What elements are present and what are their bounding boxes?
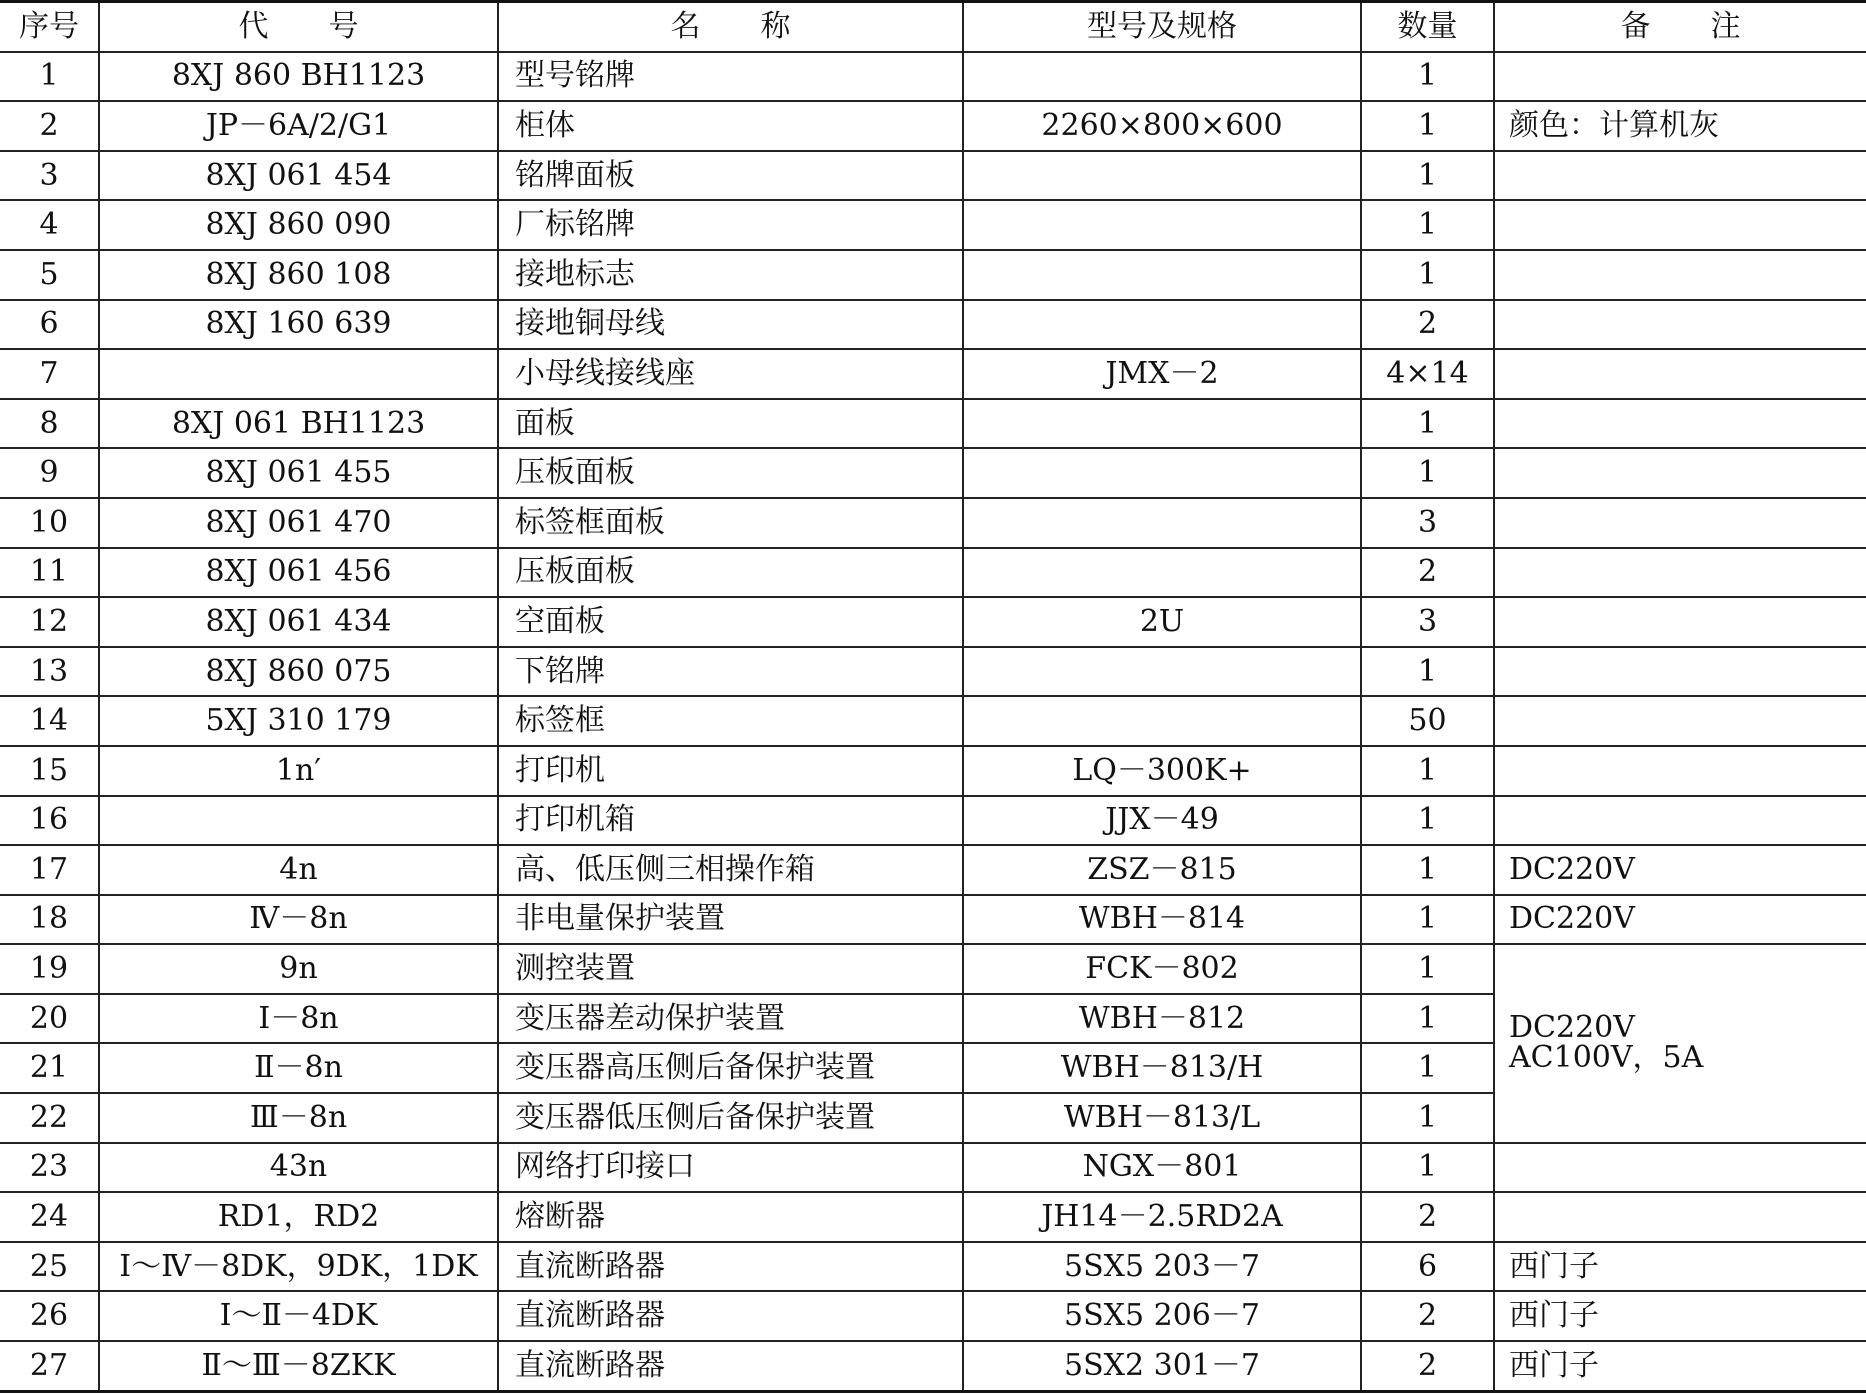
cell-qty: 3 bbox=[1361, 498, 1494, 548]
table-row bbox=[0, 349, 1866, 399]
cell-qty: 2 bbox=[1361, 300, 1494, 350]
cell-model bbox=[963, 200, 1361, 250]
cell-model bbox=[963, 151, 1361, 201]
cell-model bbox=[963, 696, 1361, 746]
cell-code: 5XJ 310 179 bbox=[99, 696, 498, 746]
table-row bbox=[0, 1341, 1866, 1391]
cell-model: JJX－49 bbox=[963, 796, 1361, 846]
cell-name: 压板面板 bbox=[498, 548, 963, 598]
cell-model bbox=[963, 647, 1361, 697]
cell-index: 11 bbox=[0, 548, 99, 598]
cell-index: 17 bbox=[0, 845, 99, 895]
cell-code: 8XJ 061 456 bbox=[99, 548, 498, 598]
cell-index: 9 bbox=[0, 448, 99, 498]
cell-code: JP－6A/2/G1 bbox=[99, 101, 498, 151]
cell-code: Ⅱ～Ⅲ－8ZKK bbox=[99, 1341, 498, 1391]
cell-code: 8XJ 860 090 bbox=[99, 200, 498, 250]
remark-line: AC100V，5A bbox=[1509, 1040, 1704, 1076]
cell-code: 43n bbox=[99, 1143, 498, 1193]
cell-name: 变压器差动保护装置 bbox=[498, 994, 963, 1044]
cell-name: 小母线接线座 bbox=[498, 349, 963, 399]
table-row bbox=[0, 1242, 1866, 1292]
cell-index: 6 bbox=[0, 300, 99, 350]
table-row bbox=[0, 1143, 1866, 1193]
cell-index: 3 bbox=[0, 151, 99, 201]
cell-model: 5SX2 301－7 bbox=[963, 1341, 1361, 1391]
cell-qty: 1 bbox=[1361, 1093, 1494, 1143]
cell-code: 8XJ 860 BH1123 bbox=[99, 52, 498, 102]
cell-qty: 1 bbox=[1361, 895, 1494, 945]
cell-name: 标签框面板 bbox=[498, 498, 963, 548]
cell-code: Ⅰ～Ⅳ－8DK，9DK，1DK bbox=[99, 1242, 498, 1292]
header-qty: 数量 bbox=[1361, 2, 1494, 52]
cell-qty: 2 bbox=[1361, 1192, 1494, 1242]
header-code: 代 号 bbox=[99, 2, 498, 52]
cell-qty: 1 bbox=[1361, 746, 1494, 796]
cell-remark: DC220V bbox=[1494, 895, 1866, 945]
cell-index: 2 bbox=[0, 101, 99, 151]
cell-index: 14 bbox=[0, 696, 99, 746]
header-remark: 备 注 bbox=[1494, 2, 1866, 52]
remark-line: DC220V bbox=[1509, 1010, 1635, 1046]
table-row bbox=[0, 597, 1866, 647]
cell-qty: 4×14 bbox=[1361, 349, 1494, 399]
cell-code: 8XJ 061 470 bbox=[99, 498, 498, 548]
cell-qty: 2 bbox=[1361, 548, 1494, 598]
cell-model: ZSZ－815 bbox=[963, 845, 1361, 895]
cell-name: 打印机箱 bbox=[498, 796, 963, 846]
cell-remark bbox=[1494, 746, 1866, 796]
cell-code: 1n′ bbox=[99, 746, 498, 796]
cell-name: 打印机 bbox=[498, 746, 963, 796]
table-row bbox=[0, 796, 1866, 846]
cell-name: 变压器高压侧后备保护装置 bbox=[498, 1043, 963, 1093]
cell-index: 15 bbox=[0, 746, 99, 796]
cell-index: 24 bbox=[0, 1192, 99, 1242]
cell-index: 21 bbox=[0, 1043, 99, 1093]
cell-index: 26 bbox=[0, 1291, 99, 1341]
cell-index: 13 bbox=[0, 647, 99, 697]
cell-index: 22 bbox=[0, 1093, 99, 1143]
cell-name: 接地标志 bbox=[498, 250, 963, 300]
cell-qty: 50 bbox=[1361, 696, 1494, 746]
cell-qty: 1 bbox=[1361, 796, 1494, 846]
cell-qty: 1 bbox=[1361, 448, 1494, 498]
cell-name: 厂标铭牌 bbox=[498, 200, 963, 250]
cell-remark: DC220V bbox=[1494, 845, 1866, 895]
cell-remark bbox=[1494, 498, 1866, 548]
cell-remark: 西门子 bbox=[1494, 1242, 1866, 1292]
table-row bbox=[0, 944, 1866, 994]
cell-qty: 1 bbox=[1361, 845, 1494, 895]
cell-model: JMX－2 bbox=[963, 349, 1361, 399]
cell-name: 空面板 bbox=[498, 597, 963, 647]
cell-model: JH14－2.5RD2A bbox=[963, 1192, 1361, 1242]
cell-remark bbox=[1494, 52, 1866, 102]
cell-code: 4n bbox=[99, 845, 498, 895]
cell-qty: 1 bbox=[1361, 647, 1494, 697]
cell-code: Ⅰ－8n bbox=[99, 994, 498, 1044]
cell-name: 面板 bbox=[498, 399, 963, 449]
cell-code: RD1，RD2 bbox=[99, 1192, 498, 1242]
table-row bbox=[0, 1192, 1866, 1242]
cell-model bbox=[963, 448, 1361, 498]
cell-name: 直流断路器 bbox=[498, 1242, 963, 1292]
cell-code: 8XJ 160 639 bbox=[99, 300, 498, 350]
cell-code: 8XJ 860 108 bbox=[99, 250, 498, 300]
cell-index: 1 bbox=[0, 52, 99, 102]
cell-code: Ⅳ－8n bbox=[99, 895, 498, 945]
header-index: 序号 bbox=[0, 2, 99, 52]
cell-name: 熔断器 bbox=[498, 1192, 963, 1242]
table-row bbox=[0, 498, 1866, 548]
cell-name: 标签框 bbox=[498, 696, 963, 746]
cell-code: 8XJ 061 BH1123 bbox=[99, 399, 498, 449]
cell-model: LQ－300K+ bbox=[963, 746, 1361, 796]
cell-code: 8XJ 061 455 bbox=[99, 448, 498, 498]
cell-qty: 1 bbox=[1361, 101, 1494, 151]
cell-code bbox=[99, 796, 498, 846]
cell-remark bbox=[1494, 399, 1866, 449]
cell-remark: 西门子 bbox=[1494, 1341, 1866, 1391]
cell-name: 型号铭牌 bbox=[498, 52, 963, 102]
cell-index: 10 bbox=[0, 498, 99, 548]
cell-name: 非电量保护装置 bbox=[498, 895, 963, 945]
cell-index: 5 bbox=[0, 250, 99, 300]
cell-model bbox=[963, 250, 1361, 300]
cell-name: 接地铜母线 bbox=[498, 300, 963, 350]
cell-index: 19 bbox=[0, 944, 99, 994]
cell-model: WBH－813/L bbox=[963, 1093, 1361, 1143]
cell-remark-merged bbox=[1494, 944, 1866, 1142]
cell-qty: 1 bbox=[1361, 200, 1494, 250]
cell-code bbox=[99, 349, 498, 399]
table-body bbox=[0, 52, 1866, 1392]
cell-code: Ⅲ－8n bbox=[99, 1093, 498, 1143]
cell-code: 8XJ 860 075 bbox=[99, 647, 498, 697]
cell-name: 变压器低压侧后备保护装置 bbox=[498, 1093, 963, 1143]
cell-name: 测控装置 bbox=[498, 944, 963, 994]
cell-remark bbox=[1494, 250, 1866, 300]
cell-index: 4 bbox=[0, 200, 99, 250]
cell-model bbox=[963, 548, 1361, 598]
cell-code: 9n bbox=[99, 944, 498, 994]
table-row bbox=[0, 548, 1866, 598]
table-row bbox=[0, 101, 1866, 151]
cell-model bbox=[963, 52, 1361, 102]
cell-qty: 2 bbox=[1361, 1291, 1494, 1341]
cell-qty: 1 bbox=[1361, 399, 1494, 449]
table-row bbox=[0, 200, 1866, 250]
cell-model bbox=[963, 498, 1361, 548]
cell-model bbox=[963, 399, 1361, 449]
table-row bbox=[0, 151, 1866, 201]
table-row bbox=[0, 250, 1866, 300]
cell-qty: 1 bbox=[1361, 944, 1494, 994]
cell-remark bbox=[1494, 349, 1866, 399]
cell-name: 网络打印接口 bbox=[498, 1143, 963, 1193]
table-row bbox=[0, 300, 1866, 350]
cell-index: 7 bbox=[0, 349, 99, 399]
cell-model: WBH－813/H bbox=[963, 1043, 1361, 1093]
cell-remark bbox=[1494, 597, 1866, 647]
cell-name: 铭牌面板 bbox=[498, 151, 963, 201]
cell-remark: 颜色：计算机灰 bbox=[1494, 101, 1866, 151]
cell-name: 压板面板 bbox=[498, 448, 963, 498]
cell-name: 高、低压侧三相操作箱 bbox=[498, 845, 963, 895]
cell-model: WBH－814 bbox=[963, 895, 1361, 945]
cell-model: 2260×800×600 bbox=[963, 101, 1361, 151]
cell-remark bbox=[1494, 696, 1866, 746]
cell-model bbox=[963, 300, 1361, 350]
cell-remark bbox=[1494, 200, 1866, 250]
cell-remark bbox=[1494, 448, 1866, 498]
cell-remark bbox=[1494, 796, 1866, 846]
cell-qty: 1 bbox=[1361, 151, 1494, 201]
header-name: 名 称 bbox=[498, 2, 963, 52]
cell-index: 27 bbox=[0, 1341, 99, 1391]
table-header-row bbox=[0, 2, 1866, 52]
cell-index: 12 bbox=[0, 597, 99, 647]
cell-name: 直流断路器 bbox=[498, 1291, 963, 1341]
cell-model: WBH－812 bbox=[963, 994, 1361, 1044]
cell-code: Ⅰ～Ⅱ－4DK bbox=[99, 1291, 498, 1341]
cell-index: 18 bbox=[0, 895, 99, 945]
cell-index: 16 bbox=[0, 796, 99, 846]
cell-qty: 1 bbox=[1361, 250, 1494, 300]
cell-qty: 1 bbox=[1361, 1143, 1494, 1193]
cell-qty: 1 bbox=[1361, 1043, 1494, 1093]
cell-remark bbox=[1494, 548, 1866, 598]
cell-model: 5SX5 203－7 bbox=[963, 1242, 1361, 1292]
cell-code: 8XJ 061 434 bbox=[99, 597, 498, 647]
cell-qty: 1 bbox=[1361, 52, 1494, 102]
cell-remark bbox=[1494, 151, 1866, 201]
cell-remark: 西门子 bbox=[1494, 1291, 1866, 1341]
table-row bbox=[0, 696, 1866, 746]
cell-qty: 1 bbox=[1361, 994, 1494, 1044]
cell-remark bbox=[1494, 647, 1866, 697]
cell-index: 20 bbox=[0, 994, 99, 1044]
table-row bbox=[0, 746, 1866, 796]
cell-index: 8 bbox=[0, 399, 99, 449]
cell-code: 8XJ 061 454 bbox=[99, 151, 498, 201]
cell-code: Ⅱ－8n bbox=[99, 1043, 498, 1093]
cell-model: NGX－801 bbox=[963, 1143, 1361, 1193]
cell-index: 25 bbox=[0, 1242, 99, 1292]
cell-model: FCK－802 bbox=[963, 944, 1361, 994]
cell-name: 直流断路器 bbox=[498, 1341, 963, 1391]
cell-qty: 2 bbox=[1361, 1341, 1494, 1391]
cell-remark bbox=[1494, 1192, 1866, 1242]
cell-remark bbox=[1494, 1143, 1866, 1193]
table-row bbox=[0, 895, 1866, 945]
cell-name: 下铭牌 bbox=[498, 647, 963, 697]
table-row bbox=[0, 647, 1866, 697]
cell-remark bbox=[1494, 300, 1866, 350]
cell-qty: 3 bbox=[1361, 597, 1494, 647]
cell-name: 柜体 bbox=[498, 101, 963, 151]
cell-qty: 6 bbox=[1361, 1242, 1494, 1292]
table-row bbox=[0, 399, 1866, 449]
header-model: 型号及规格 bbox=[963, 2, 1361, 52]
table-row bbox=[0, 845, 1866, 895]
table-row bbox=[0, 1291, 1866, 1341]
cell-model: 5SX5 206－7 bbox=[963, 1291, 1361, 1341]
cell-index: 23 bbox=[0, 1143, 99, 1193]
table-row bbox=[0, 448, 1866, 498]
cell-model: 2U bbox=[963, 597, 1361, 647]
table-row bbox=[0, 52, 1866, 102]
